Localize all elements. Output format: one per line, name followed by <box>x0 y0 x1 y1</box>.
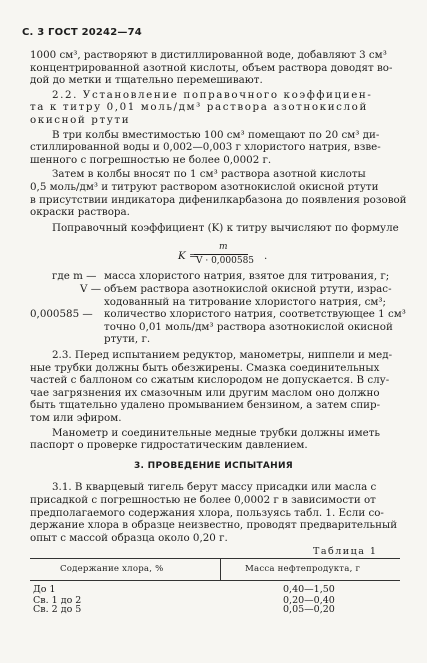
body-line: 0,5 моль/дм³ и титруют раствором азотнокислой окисной ртути <box>30 181 379 193</box>
body-line: 1000 см³, растворяют в дистиллированной воде, добавляют 3 см³ <box>30 49 387 61</box>
body-line: паспорт о проверке гидростатическим давлением. <box>30 439 308 452</box>
definition-text: объем раствора азотнокислой окисной ртути, израс- <box>104 283 392 295</box>
definition-term: где m — <box>52 270 97 283</box>
definition-text: масса хлористого натрия, взятое для титрования, г; <box>104 270 390 283</box>
body-line: ные трубки должны быть обезжирены. Смазка соединительных <box>30 361 380 374</box>
table-cell: До 1 <box>33 584 56 596</box>
body-line: присадкой с погрешностью не более 0,0002 г в зависимости от <box>30 494 376 506</box>
formula-denominator: V · 0,000585 <box>196 256 255 267</box>
table-cell: 0,20—0,40 <box>283 594 335 606</box>
table-row <box>33 605 81 614</box>
definition-text: ходованный на титрование хлористого натрия, см³; <box>104 295 386 308</box>
table-cell: 0,40—1,50 <box>283 584 335 596</box>
definition-text: точно 0,01 моль/дм³ раствора азотнокислой окисной <box>104 320 393 333</box>
body-line: шенного с погрешностью не более 0,0002 г. <box>30 153 272 166</box>
definition-text: ртути, г. <box>104 333 151 346</box>
body-line: окраски раствора. <box>30 206 130 219</box>
table-rule-header <box>30 580 400 581</box>
subsection-heading: та к титру 0,01 моль/дм³ раствора азотнокислой <box>30 101 368 114</box>
table-cell: 0,05—0,20 <box>283 603 335 615</box>
fraction-bar <box>194 254 248 255</box>
formula-end: . <box>264 250 268 263</box>
body-line: дой до метки и тщательно перемешивают. <box>30 74 263 87</box>
subsection-heading: 2.2. Установление поправочного коэффициен- <box>52 88 373 101</box>
body-line: концентрированной азотной кислоты, объем раствора доводят во- <box>30 61 393 74</box>
section-title: 3. ПРОВЕДЕНИЕ ИСПЫТАНИЯ <box>133 460 294 471</box>
body-line: Затем в колбы вносят по 1 см³ раствора азотной кислоты <box>52 168 366 181</box>
definition-term: 0,000585 — <box>30 308 93 321</box>
body-line: опыт с массой образца около 0,20 г. <box>30 531 228 544</box>
body-line: в присутствии индикатора дифенилкарбазона до появления розовой <box>30 193 407 206</box>
table-cell: Св. 2 до 5 <box>33 603 82 615</box>
definition-term: V — <box>80 283 102 295</box>
definition-text: количество хлористого натрия, соответствующее 1 см³ <box>104 308 406 321</box>
table-header-chlorine: Содержание хлора, % <box>60 564 164 575</box>
body-line: быть тщательно удалено промыванием бензином, а затем спир- <box>30 399 381 412</box>
body-line: стиллированной воды и 0,002—0,003 г хлористого натрия, взве- <box>30 141 381 154</box>
body-line: Поправочный коэффициент (K) к титру вычисляют по формуле <box>52 221 399 234</box>
body-line: 3.1. В кварцевый тигель берут массу присадки или масла с <box>52 481 377 494</box>
table-row <box>283 605 335 614</box>
body-line: предполагаемого содержания хлора, пользуясь табл. 1. Если со- <box>30 506 384 519</box>
body-line: В три колбы вместимостью 100 см³ помещают по 20 см³ ди- <box>52 128 380 141</box>
body-line: Манометр и соединительные медные трубки должны иметь <box>52 426 381 439</box>
page-header: С. 3 ГОСТ 20242—74 <box>22 27 142 38</box>
table-column-divider <box>220 558 221 580</box>
table-cell: Св. 1 до 2 <box>33 594 82 606</box>
table-caption: Таблица 1 <box>313 546 378 558</box>
table-header-mass: Масса нефтепродукта, г <box>245 564 361 575</box>
body-line: держание хлора в образце неизвестно, проводят предварительный <box>30 519 398 532</box>
body-line: 2.3. Перед испытанием редуктор, манометры, ниппели и мед- <box>52 349 393 361</box>
body-line: том или эфиром. <box>30 412 122 424</box>
subsection-heading: окисной ртути <box>30 114 131 126</box>
body-line: частей с баллоном со сжатым кислородом не допускается. В слу- <box>30 374 390 387</box>
table-rule-top <box>30 558 400 559</box>
body-line: чае загрязнения их смазочным или другим маслом оно должно <box>30 386 380 399</box>
formula-numerator: m <box>219 242 228 253</box>
formula-lhs: K = <box>178 250 198 263</box>
